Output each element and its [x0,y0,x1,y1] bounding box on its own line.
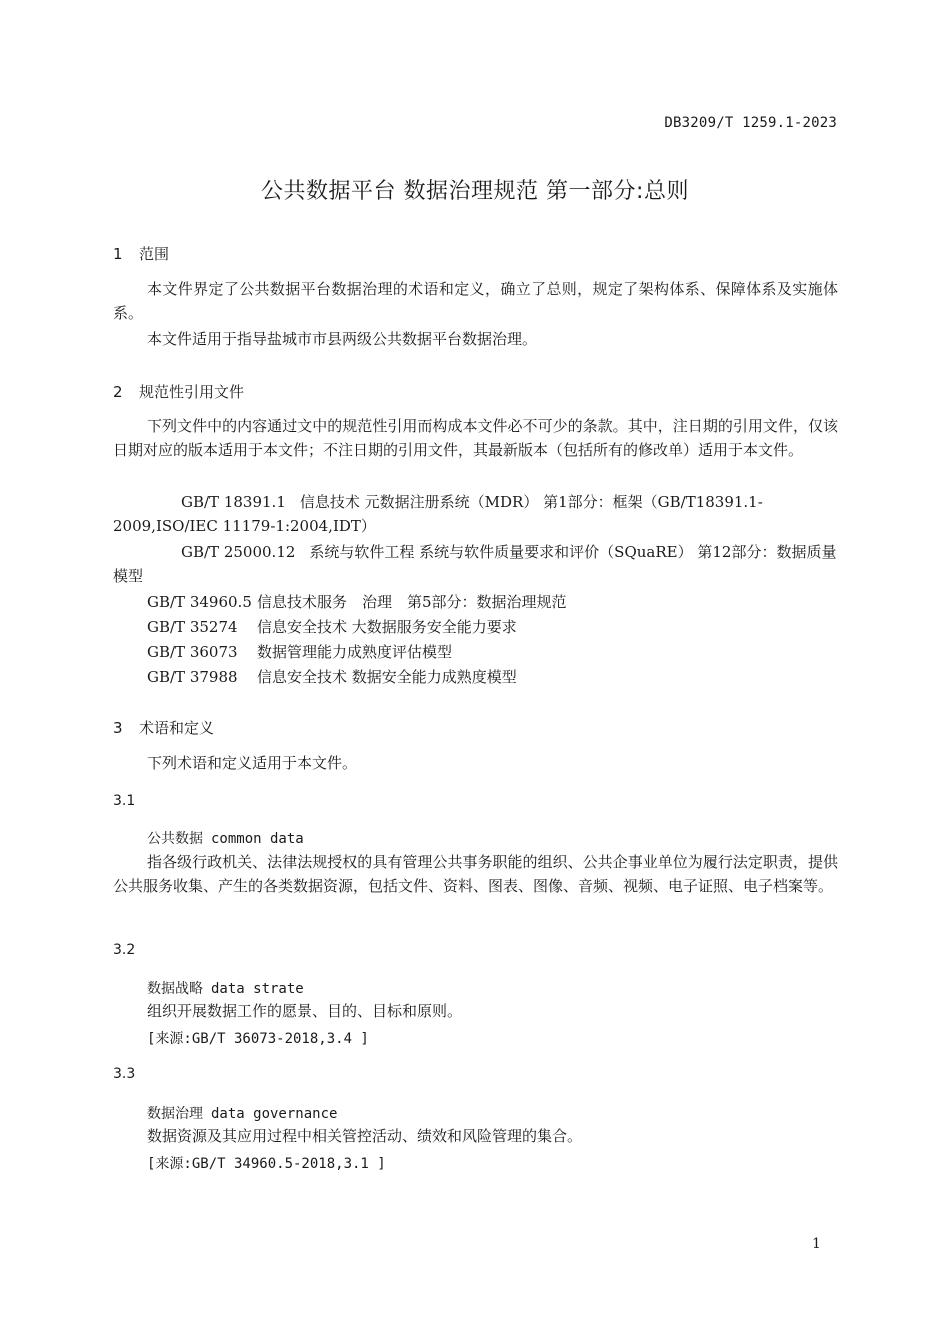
section-number: 3 [113,719,123,737]
reference-title: 信息安全技术 大数据服务安全能力要求 [257,618,517,636]
section-title: 规范性引用文件 [139,383,245,401]
reference-title: 信息安全技术 数据安全能力成熟度模型 [257,668,517,686]
term-definition: 数据资源及其应用过程中相关管控活动、绩效和风险管理的集合。 [147,1127,583,1145]
term-en: data strate [211,981,304,997]
reference-item [147,640,838,664]
section-2-heading [113,381,244,402]
reference-title: 信息技术服务 治理 第5部分：数据治理规范 [257,593,567,611]
reference-item [147,615,838,639]
reference-title: 数据管理能力成熟度评估模型 [257,643,453,661]
term-number: 3.1 [113,793,136,809]
section-2-intro: 下列文件中的内容通过文中的规范性引用而构成本文件必不可少的条款。其中，注日期的引用文件，仅该日期对应的版本适用于本文件；不注日期的引用文件，其最新版本（包括所有的修改单）适用于本文件。 [113,417,838,459]
section-title: 术语和定义 [139,719,215,737]
section-3-heading [113,717,214,738]
section-title: 范围 [139,245,170,263]
term-zh: 数据治理 [147,1106,203,1122]
term-en: common data [211,831,304,847]
section-1-heading [113,243,169,264]
term-en: data governance [211,1106,338,1122]
reference-code: GB/T 34960.5 [147,593,252,611]
reference-title: 信息技术 元数据注册系统（MDR） 第1部分：框架（GB/T18391.1-2009,ISO/IEC 11179-1:2004,IDT） [113,493,763,535]
reference-code: GB/T 18391.1 [181,493,286,511]
reference-code: GB/T 37988 [147,668,238,686]
reference-item [147,665,838,689]
term-heading [147,828,304,848]
section-1-paragraph-2: 本文件适用于指导盐城市市县两级公共数据平台数据治理。 [147,330,538,348]
term-heading [147,978,304,998]
document-title: 公共数据平台 数据治理规范 第一部分:总则 [261,179,689,204]
section-1-paragraph-1: 本文件界定了公共数据平台数据治理的术语和定义，确立了总则，规定了架构体系、保障体系及实施体系。 [113,280,838,322]
document-number: DB3209/T 1259.1-2023 [664,115,837,131]
reference-code: GB/T 35274 [147,618,238,636]
reference-item [113,490,838,538]
section-3-intro: 下列术语和定义适用于本文件。 [147,754,358,772]
term-definition: 组织开展数据工作的愿景、目的、目标和原则。 [147,1002,463,1020]
term-source: [来源:GB/T 36073-2018,3.4 ] [147,1031,369,1047]
term-zh: 公共数据 [147,831,203,847]
reference-code: GB/T 36073 [147,643,238,661]
section-number: 1 [113,245,123,263]
reference-code: GB/T 25000.12 [181,543,296,561]
reference-item [113,540,838,588]
term-zh: 数据战略 [147,981,203,997]
reference-title: 系统与软件工程 系统与软件质量要求和评价（SQuaRE） 第12部分：数据质量模型 [113,543,837,585]
page-number: 1 [812,1236,821,1252]
term-definition: 指各级行政机关、法律法规授权的具有管理公共事务职能的组织、公共企事业单位为履行法定职责，提供公共服务收集、产生的各类数据资源，包括文件、资料、图表、图像、音频、视频、电子证照、电子档案等。 [113,853,838,895]
term-number: 3.3 [113,1066,136,1082]
term-source: [来源:GB/T 34960.5-2018,3.1 ] [147,1156,386,1172]
term-number: 3.2 [113,942,136,958]
term-heading [147,1103,337,1123]
section-number: 2 [113,383,123,401]
reference-item [147,590,838,614]
